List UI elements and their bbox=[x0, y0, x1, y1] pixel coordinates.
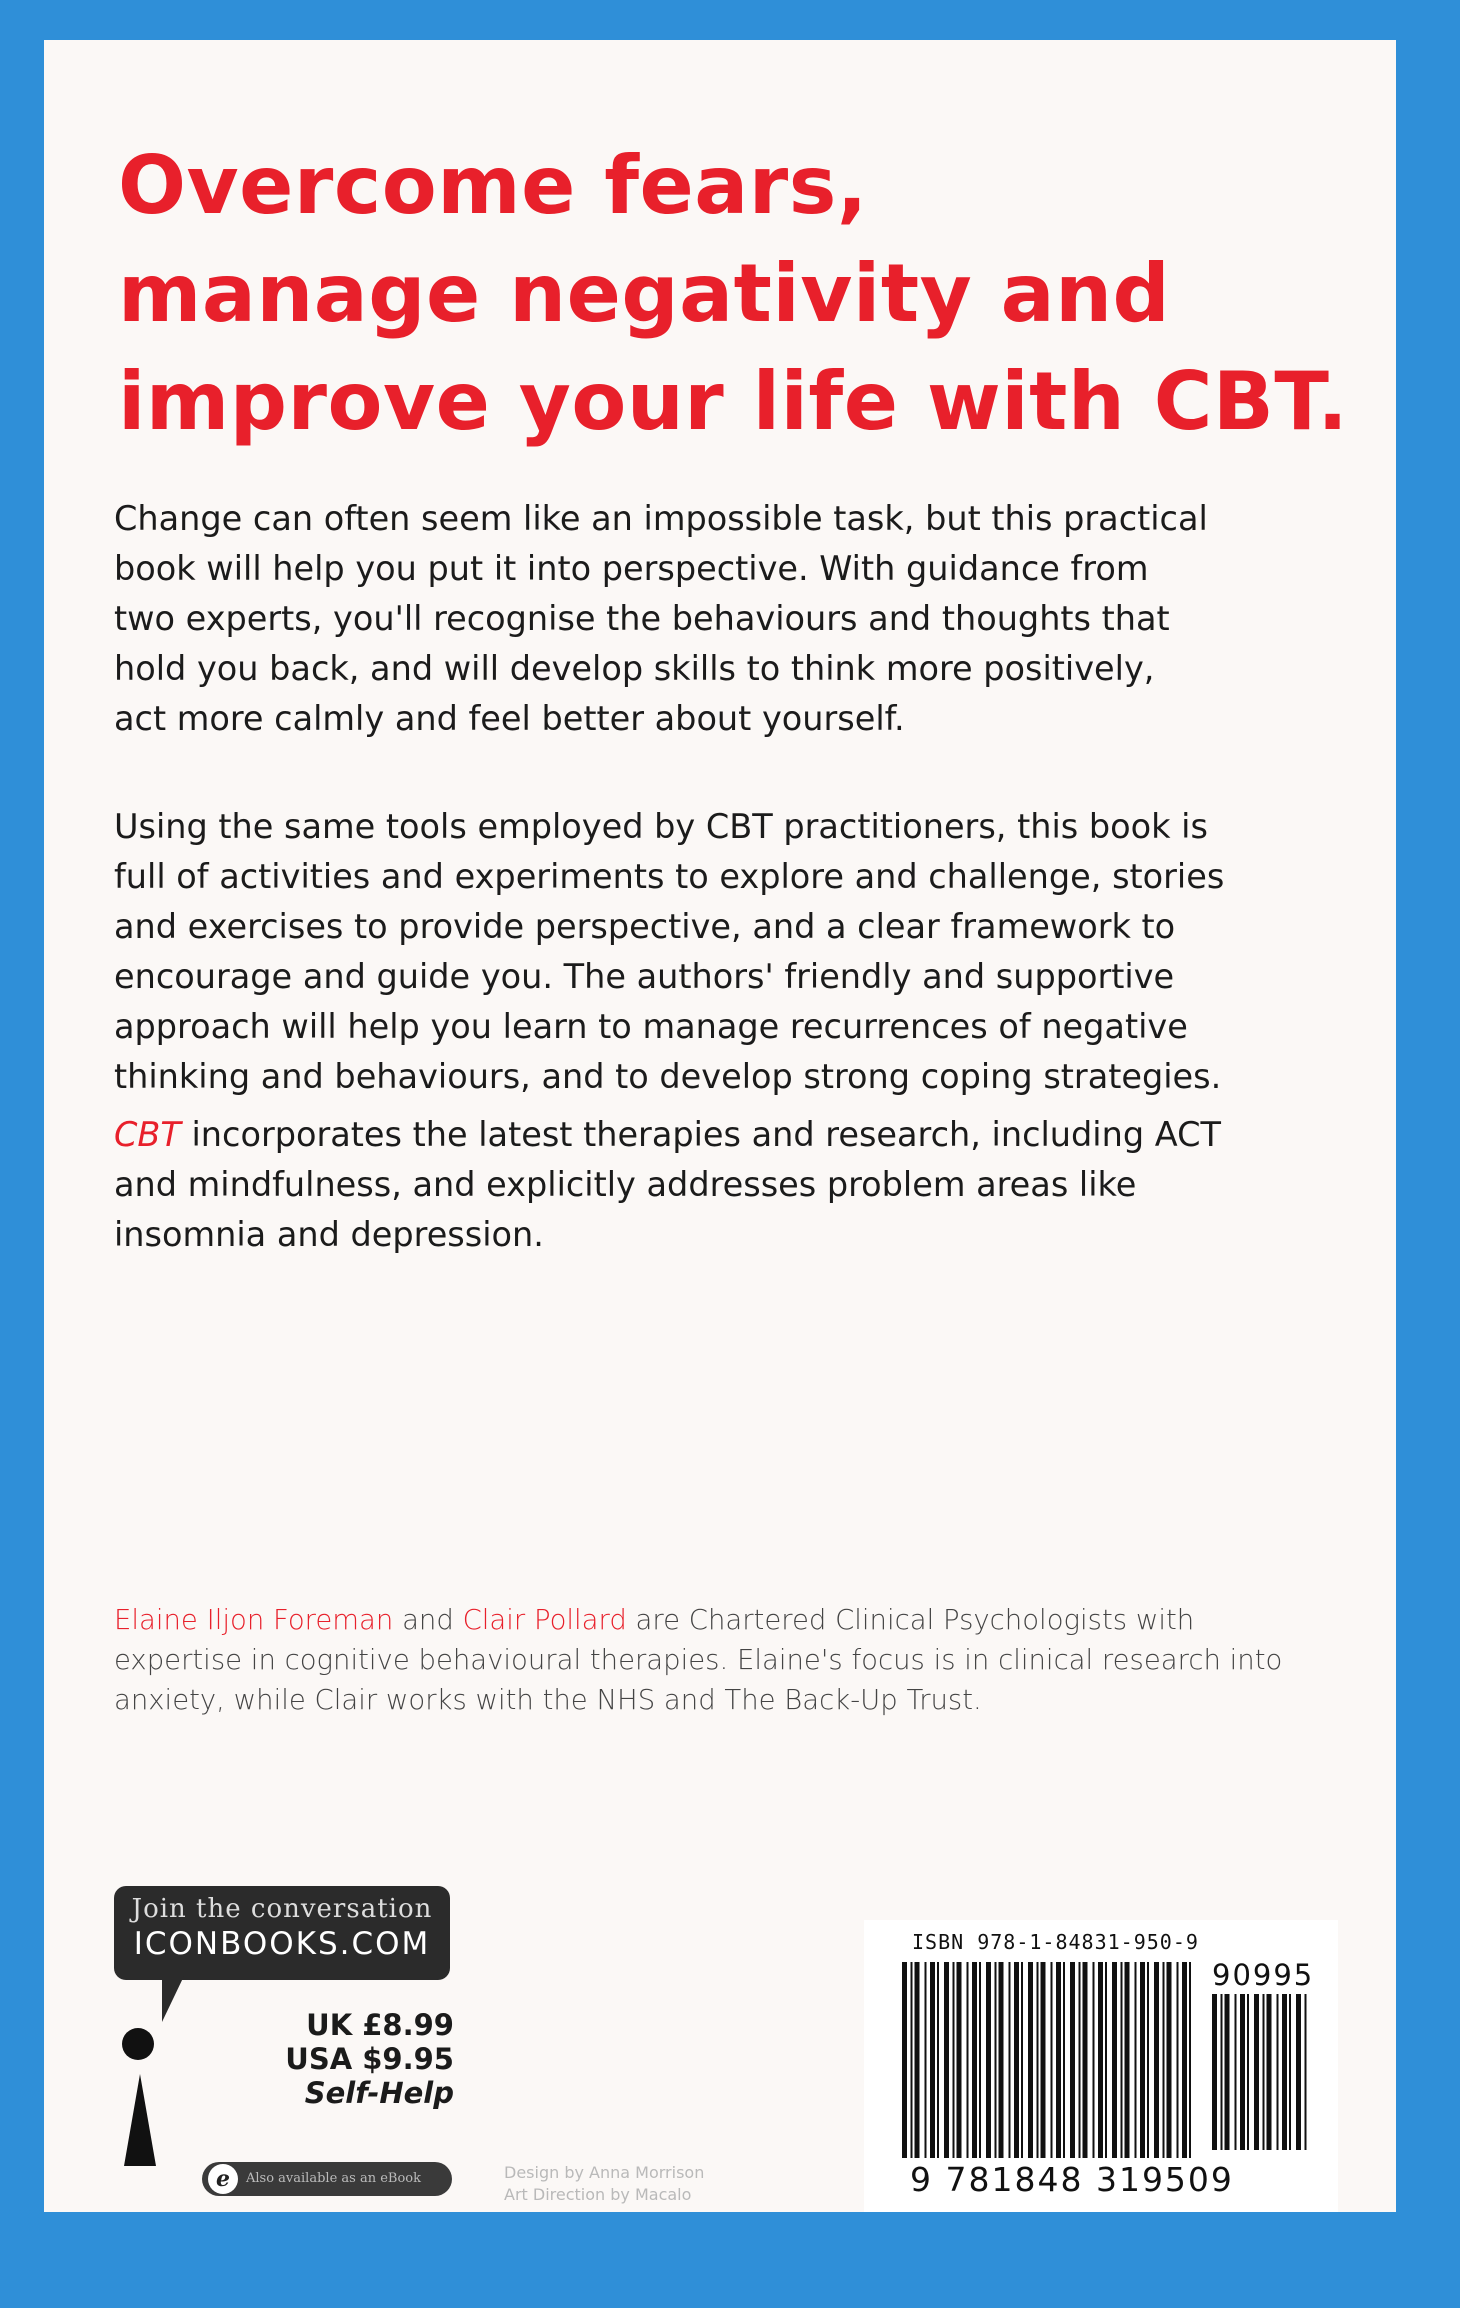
barcode-number: 9 781848 319509 bbox=[910, 2160, 1234, 2199]
barcode-bar bbox=[1021, 1962, 1023, 2158]
barcode-bar bbox=[986, 1962, 991, 2158]
barcode-bar bbox=[1079, 1962, 1081, 2158]
author-bio bbox=[114, 1600, 1364, 1720]
author-name-1: Elaine Iljon Foreman bbox=[114, 1604, 394, 1636]
barcode-bar bbox=[930, 1962, 935, 2158]
barcode-bar bbox=[1235, 1994, 1237, 2150]
barcode-bar bbox=[1112, 1962, 1117, 2158]
barcode-bar bbox=[902, 1962, 907, 2158]
barcode-bar bbox=[1305, 1994, 1307, 2150]
price-uk: UK £8.99 bbox=[306, 2008, 454, 2042]
barcode-bar bbox=[1221, 1994, 1223, 2150]
barcode-panel bbox=[864, 1920, 1338, 2212]
barcode-bar bbox=[1267, 1994, 1272, 2150]
barcode-bar bbox=[1028, 1962, 1033, 2158]
blurb-line: approach will help you learn to manage recurrences of negative bbox=[114, 1007, 1188, 1046]
speech-bubble-tail bbox=[162, 1976, 184, 2022]
barcode-bar bbox=[1163, 1962, 1165, 2158]
barcode-bar bbox=[1140, 1962, 1145, 2158]
barcode-bar bbox=[1182, 1962, 1187, 2158]
headline bbox=[118, 132, 1358, 456]
barcode-bar bbox=[1167, 1962, 1172, 2158]
headline-line-1: Overcome fears, bbox=[118, 139, 868, 232]
blurb-paragraph-1 bbox=[114, 494, 1354, 744]
ebook-label: Also available as an eBook bbox=[246, 2171, 421, 2186]
barcode-bar bbox=[1189, 1962, 1191, 2158]
barcode-bar bbox=[953, 1962, 955, 2158]
barcode-bar bbox=[1063, 1962, 1065, 2158]
publisher-speech-bubble bbox=[114, 1886, 450, 1980]
barcode-bar bbox=[915, 1962, 920, 2158]
blurb-line: encourage and guide you. The authors' friendly and supportive bbox=[114, 957, 1175, 996]
barcode-bar bbox=[967, 1962, 969, 2158]
barcode-bar bbox=[1125, 1962, 1130, 2158]
barcode-bar bbox=[1277, 1994, 1279, 2150]
blurb-line: insomnia and depression. bbox=[114, 1215, 544, 1254]
barcode-bar bbox=[911, 1962, 913, 2158]
barcode-bar bbox=[944, 1962, 949, 2158]
blurb-line: thinking and behaviours, and to develop strong coping strategies. bbox=[114, 1057, 1222, 1096]
barcode-bar bbox=[1037, 1962, 1039, 2158]
price-block bbox=[240, 2008, 454, 2110]
blurb-line: Change can often seem like an impossible task, but this practical bbox=[114, 499, 1208, 538]
blurb-line bbox=[114, 1110, 1354, 1160]
barcode-bar bbox=[1009, 1962, 1011, 2158]
barcode-bar bbox=[1070, 1962, 1075, 2158]
barcode-bar bbox=[1041, 1962, 1046, 2158]
barcode-bar bbox=[1254, 1994, 1259, 2150]
art-direction-credit: Art Direction by Macalo bbox=[504, 2185, 692, 2204]
barcode-bar bbox=[1135, 1962, 1137, 2158]
design-credits bbox=[504, 2162, 704, 2206]
barcode-bar bbox=[1098, 1962, 1103, 2158]
barcode-bar bbox=[957, 1962, 962, 2158]
blurb-line: and mindfulness, and explicitly addresses problem areas like bbox=[114, 1165, 1137, 1204]
barcode-bar bbox=[972, 1962, 977, 2158]
ean-barcode bbox=[902, 1962, 1202, 2162]
barcode-bar bbox=[999, 1962, 1004, 2158]
price-addon-number: 90995 bbox=[1212, 1958, 1315, 1992]
ebook-badge bbox=[202, 2162, 452, 2196]
barcode-bar bbox=[1240, 1994, 1245, 2150]
blurb-text: incorporates the latest therapies and research, including ACT bbox=[180, 1115, 1221, 1154]
barcode-bar bbox=[1014, 1962, 1019, 2158]
blurb-line: and exercises to provide perspective, and a clear framework to bbox=[114, 907, 1176, 946]
barcode-bar bbox=[937, 1962, 939, 2158]
blurb-line: two experts, you'll recognise the behaviours and thoughts that bbox=[114, 599, 1170, 638]
ebook-icon: e bbox=[208, 2164, 238, 2194]
headline-line-2: manage negativity and bbox=[118, 247, 1171, 340]
barcode-bar bbox=[1289, 1994, 1291, 2150]
barcode-bar bbox=[1056, 1962, 1061, 2158]
barcode-bar bbox=[979, 1962, 981, 2158]
headline-line-3: improve your life with CBT. bbox=[118, 355, 1349, 448]
barcode-bar bbox=[1083, 1962, 1088, 2158]
back-cover bbox=[44, 40, 1396, 2212]
barcode-bar bbox=[1263, 1994, 1265, 2150]
book-title-cbt: CBT bbox=[114, 1115, 181, 1154]
barcode-bar bbox=[1147, 1962, 1149, 2158]
barcode-bar bbox=[1121, 1962, 1123, 2158]
blurb-paragraph-3 bbox=[114, 1110, 1354, 1260]
bubble-tagline: Join the conversation bbox=[131, 1894, 433, 1924]
barcode-bar bbox=[925, 1962, 927, 2158]
design-credit: Design by Anna Morrison bbox=[504, 2163, 705, 2182]
price-usa: USA $9.95 bbox=[285, 2042, 454, 2076]
barcode-bar bbox=[1105, 1962, 1107, 2158]
bio-line bbox=[114, 1600, 1364, 1640]
bio-line: anxiety, while Clair works with the NHS and The Back-Up Trust. bbox=[114, 1684, 982, 1716]
book-category: Self-Help bbox=[304, 2076, 454, 2110]
blurb-line: hold you back, and will develop skills to think more positively, bbox=[114, 649, 1155, 688]
bio-text: and bbox=[393, 1604, 463, 1636]
blurb-line: Using the same tools employed by CBT practitioners, this book is bbox=[114, 807, 1208, 846]
barcode-bar bbox=[1154, 1962, 1159, 2158]
blurb-line: act more calmly and feel better about yourself. bbox=[114, 699, 905, 738]
blurb-line: full of activities and experiments to explore and challenge, stories bbox=[114, 857, 1225, 896]
blurb-line: book will help you put it into perspective. With guidance from bbox=[114, 549, 1149, 588]
barcode-bar bbox=[1177, 1962, 1179, 2158]
blurb-paragraph-2 bbox=[114, 802, 1354, 1102]
barcode-bar bbox=[1051, 1962, 1053, 2158]
publisher-website: ICONBOOKS.COM bbox=[133, 1926, 431, 1962]
isbn-label: ISBN 978-1-84831-950-9 bbox=[912, 1930, 1199, 1954]
icon-books-logo-icon bbox=[120, 2026, 180, 2176]
barcode-bar bbox=[1296, 1994, 1301, 2150]
barcode-bar bbox=[1212, 1994, 1217, 2150]
barcode-bar bbox=[1225, 1994, 1230, 2150]
barcode-bar bbox=[1093, 1962, 1095, 2158]
barcode-bar bbox=[1247, 1994, 1249, 2150]
bio-text: are Chartered Clinical Psychologists with bbox=[626, 1604, 1195, 1636]
author-name-2: Clair Pollard bbox=[462, 1604, 627, 1636]
bio-line: expertise in cognitive behavioural therapies. Elaine's focus is in clinical research into bbox=[114, 1644, 1283, 1676]
addon-barcode bbox=[1212, 1994, 1312, 2154]
barcode-bar bbox=[995, 1962, 997, 2158]
barcode-bar bbox=[1282, 1994, 1287, 2150]
